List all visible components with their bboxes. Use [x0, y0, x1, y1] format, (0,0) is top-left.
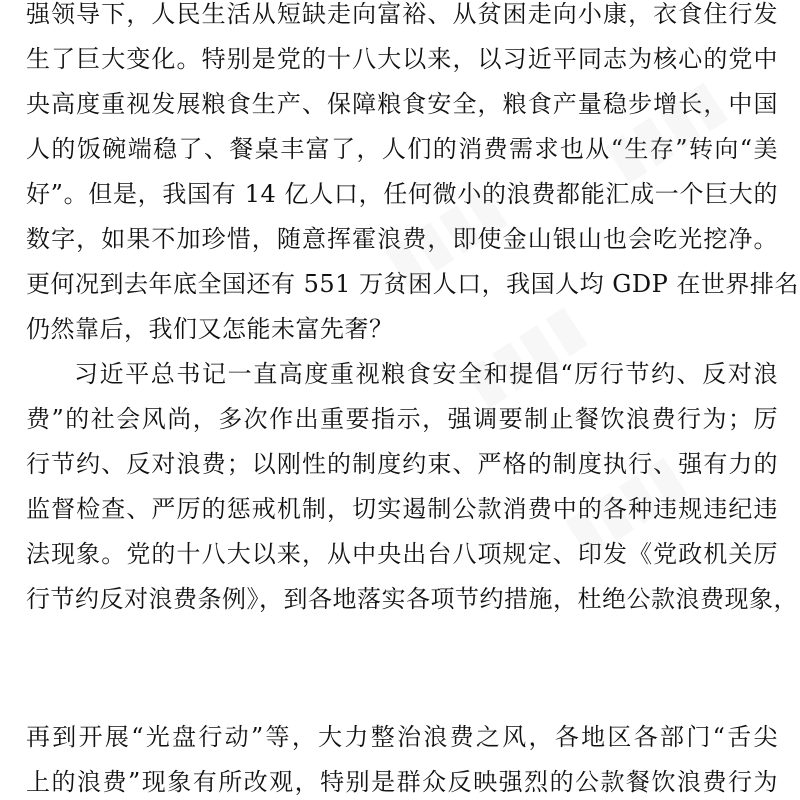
watermark: ▮▮▮▮ — [591, 65, 736, 193]
text-line: 再到开展“光盘行动”等，大力整治浪费之风，各地区各部门“舌尖 — [26, 723, 778, 751]
text-line: 上的浪费”现象有所改观，特别是群众反映强烈的公款餐饮浪费行为 — [26, 768, 778, 796]
text-line: 好”。但是，我国有 14 亿人口，任何微小的浪费都能汇成一个巨大的 — [26, 180, 778, 208]
text-line: 央高度重视发展粮食生产、保障粮食安全，粮食产量稳步增长，中国 — [26, 90, 778, 118]
text-line: 习近平总书记一直高度重视粮食安全和提倡“厉行节约、反对浪 — [74, 360, 778, 388]
text-line: 费”的社会风尚，多次作出重要指示，强调要制止餐饮浪费行为；厉 — [26, 405, 778, 433]
document-body-top — [26, 0, 799, 622]
text-line: 更何况到去年底全国还有 551 万贫困人口，我国人均 GDP 在世界排名 — [26, 270, 799, 298]
watermark: ▮▮▮▮ — [451, 290, 596, 418]
text-line: 行节约、反对浪费；以刚性的制度约束、严格的制度执行、强有力的 — [26, 450, 778, 478]
watermark: ▮▮▮▮ — [371, 170, 516, 298]
text-line: 生了巨大变化。特别是党的十八大以来，以习近平同志为核心的党中 — [26, 45, 778, 73]
text-line: 法现象。党的十八大以来，从中央出台八项规定、印发《党政机关厉 — [26, 540, 778, 568]
text-line: 人的饭碗端稳了、餐桌丰富了，人们的消费需求也从“生存”转向“美 — [26, 135, 778, 163]
text-line: 监督检查、严厉的惩戒机制，切实遏制公款消费中的各种违规违纪违 — [26, 495, 778, 523]
text-line: 强领导下，人民生活从短缺走向富裕、从贫困走向小康，衣食住行发 — [26, 0, 778, 28]
document-body-bottom — [26, 715, 778, 800]
text-line: 行节约反对浪费条例》，到各地落实各项节约措施，杜绝公款浪费现象， — [26, 585, 798, 613]
text-line: 仍然靠后，我们又怎能未富先奢？ — [26, 315, 394, 343]
watermark: ▮▮▮▮ — [551, 440, 696, 568]
text-line: 数字，如果不加珍惜，随意挥霍浪费，即使金山银山也会吃光挖净。 — [26, 225, 778, 253]
